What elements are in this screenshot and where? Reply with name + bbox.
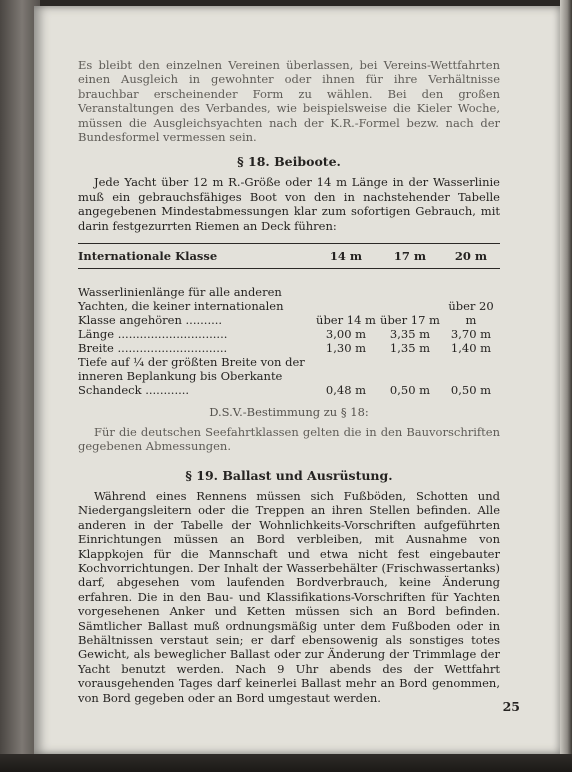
section-18-heading: § 18. Beiboote. [237,154,341,170]
table-header-20m: 20 m [454,249,488,264]
table-header-14m: 14 m [329,249,363,264]
row-value: über 20 m [448,299,494,328]
table-row [78,341,500,355]
row-label: Wasserlinienlänge für alle anderen Yachten, die keiner internationalen Klasse angehören .......... [78,285,284,328]
row-label: Breite .............................. [78,341,228,356]
table-row [78,355,500,397]
section-18-paragraph: Jede Yacht über 12 m R.-Größe oder 14 m Länge in der Wasserlinie muß ein gebrauchsfähiges Boot von den in nachstehender Tabelle angegebenen Mindestabmessungen klar zum sofortigen Gebrauch, mit darin festgezurrten Riemen an Deck führen: [78,175,500,233]
page-content [78,58,500,705]
dsv-heading: D.S.V.-Bestimmung zu § 18: [209,405,369,420]
row-value: 3,70 m [450,327,492,342]
table-row [78,327,500,341]
row-value: 1,30 m [325,341,367,356]
row-value: 0,48 m [325,383,367,398]
row-value: über 14 m [316,313,376,328]
row-value: 0,50 m [450,383,492,398]
section-19-paragraph: Während eines Rennens müssen sich Fußböden, Schotten und Niedergangsleitern oder die Treppen an ihren Stellen befinden. Alle anderen in der Tabelle der Wohnlichkeits-Vorschriften aufgeführten Einrichtungen müssen an Bord verbleiben, mit Ausnahme von Klappkojen für die Mannschaft und etwa nicht fest eingebauter Kochvorrichtungen. Der Inhalt der Wasserbehälter (Frischwassertanks) darf, abgesehen vom laufenden Bordverbrauch, keine Änderung erfahren. Die in den Bau- und Klassifikations-Vorschriften für Yachten vorgesehenen Anker und Ketten müssen sich an Bord befinden. Sämtlicher Ballast muß ordnungsmäßig unter dem Fußboden oder in Behältnissen verstaut sein; er darf ebensowenig als sonstiges totes Gewicht, als beweglicher Ballast oder zur Änderung der Trimmlage der Yacht benutzt werden. Nach 9 Uhr abends des der Wettfahrt vorausgehenden Tages darf keinerlei Ballast mehr an Bord genommen, von Bord gegeben oder an Bord umgestaut werden. [78,488,500,705]
dsv-paragraph: Für die deutschen Seefahrtklassen gelten die in den Bauvorschriften gegebenen Abmessungen. [78,425,500,454]
page-number: 25 [502,699,520,714]
book-page [34,6,560,754]
table-header-row [78,244,500,268]
row-value: über 17 m [380,313,440,328]
row-value: 0,50 m [389,383,431,398]
intro-paragraph: Es bleibt den einzelnen Vereinen überlassen, bei Vereins-Wettfahrten einen Ausgleich in gewohnter oder ihnen für ihre Verhältnisse brauchbar erscheinender Form zu wählen. Bei den großen Veranstaltungen des Verbandes, wie beispielsweise die Kieler Woche, müssen die Ausgleichsyachten nach der K.R.-Formel bezw. nach der Bundesformel vermessen sein. [78,58,500,145]
row-label: Tiefe auf ¼ der größten Breite von der inneren Beplankung bis Oberkante Schandeck ............ [78,355,305,398]
row-value: 1,40 m [450,341,492,356]
section-19-heading: § 19. Ballast und Ausrüstung. [185,467,393,483]
row-value: 3,35 m [389,327,431,342]
row-value: 3,00 m [325,327,367,342]
table-header-17m: 17 m [393,249,427,264]
row-value: 1,35 m [389,341,431,356]
row-label: Länge .............................. [78,327,228,342]
dinghy-dimensions-table [78,244,500,397]
table-row [78,269,500,327]
scan-right-edge [560,0,572,772]
table-header-class: Internationale Klasse [78,249,218,264]
scan-bottom-edge [0,754,572,772]
